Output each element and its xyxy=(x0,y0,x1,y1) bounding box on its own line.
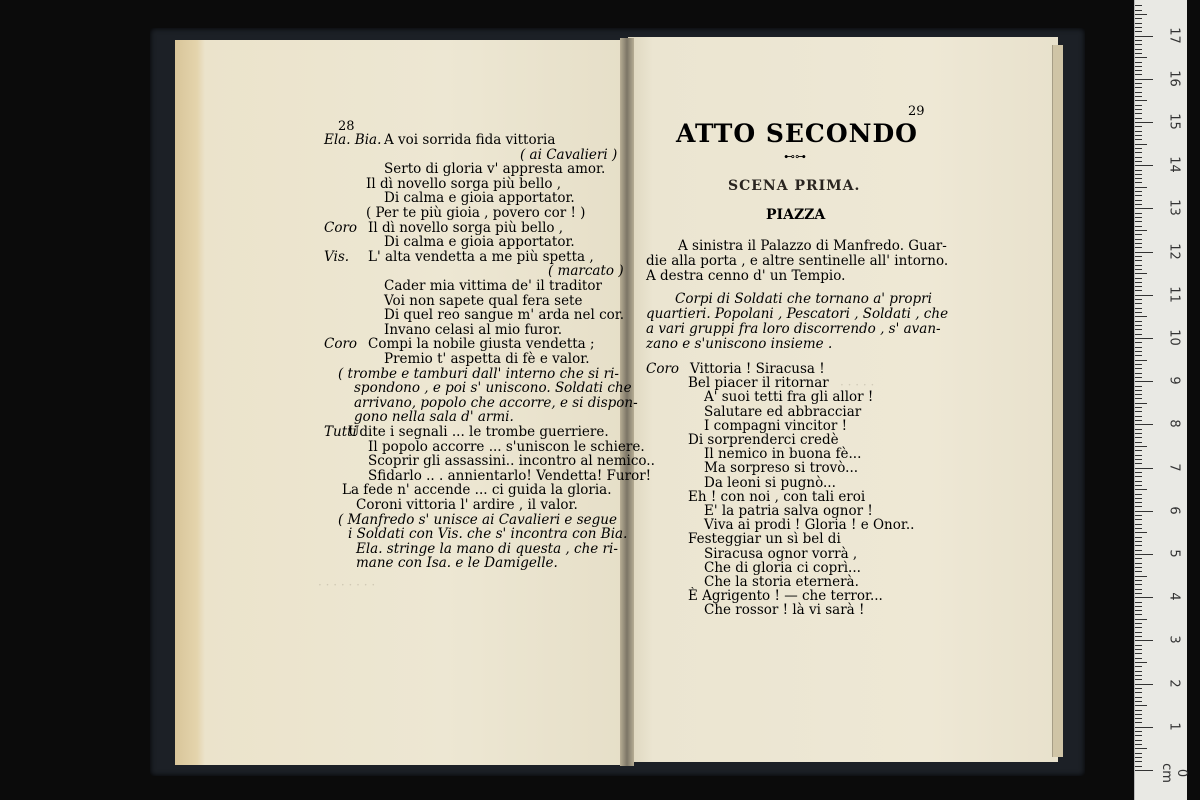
ruler-number: 8 xyxy=(1166,419,1182,429)
stage-direction-line: zano e s'uniscono insieme . xyxy=(646,336,833,352)
stage-direction-line: Corpi di Soldati che tornano a' propri xyxy=(675,291,932,307)
ruler-tick xyxy=(1135,290,1142,291)
ruler-tick xyxy=(1135,757,1142,758)
ruler-number: 14 xyxy=(1166,156,1182,173)
verse-line: Scoprir gli assassini.. incontro al nemico.. xyxy=(368,453,655,470)
ruler-tick xyxy=(1135,770,1153,771)
verse-line: ( trombe e tamburi dall' interno che si ri- xyxy=(338,365,619,382)
ruler-tick xyxy=(1135,122,1153,123)
ruler-tick xyxy=(1135,455,1142,456)
ruler-tick xyxy=(1135,83,1142,84)
ruler-tick xyxy=(1135,524,1142,525)
ruler-tick xyxy=(1135,701,1142,702)
ruler-tick xyxy=(1135,610,1142,611)
ruler-tick xyxy=(1135,420,1142,421)
ruler-unit-label: 0 cm xyxy=(1159,763,1189,783)
ruler-tick xyxy=(1135,394,1142,395)
ruler-tick xyxy=(1135,476,1142,477)
ruler-number xyxy=(1167,0,1182,3)
verse-line: Cader mia vittima de' il traditor xyxy=(384,278,602,294)
ruler-tick xyxy=(1135,62,1142,63)
scene-heading: SCENA PRIMA. xyxy=(728,178,861,194)
ruler-tick xyxy=(1135,740,1142,741)
ruler-tick xyxy=(1135,213,1142,214)
verse-line: ( marcato ) xyxy=(548,263,624,280)
verse-line: Serto di gloria v' appresta amor. xyxy=(384,161,606,178)
ruler-tick xyxy=(1135,165,1153,166)
ruler-tick xyxy=(1135,161,1142,162)
ruler-tick xyxy=(1135,27,1142,28)
ruler-tick xyxy=(1135,407,1142,408)
ruler-tick xyxy=(1135,589,1142,590)
stage-direction-line: A sinistra il Palazzo di Manfredo. Guar- xyxy=(678,238,947,254)
ruler-tick xyxy=(1135,636,1142,637)
ruler-tick xyxy=(1135,416,1142,417)
stage-direction-line: a vari gruppi fra loro discorrendo , s' avan- xyxy=(646,321,941,337)
ruler-number: 7 xyxy=(1166,462,1182,472)
ruler-tick xyxy=(1135,316,1147,317)
verse-line: Udite i segnali ... le trombe guerriere. xyxy=(348,424,609,440)
verse-line: i Soldati con Vis. che s' incontra con Bia. xyxy=(348,526,628,543)
ruler-tick xyxy=(1135,234,1142,235)
ruler-tick xyxy=(1135,96,1142,97)
ruler-tick xyxy=(1135,653,1142,654)
ruler-number: 3 xyxy=(1166,635,1182,645)
ruler-tick xyxy=(1135,550,1142,551)
ruler-tick xyxy=(1135,373,1142,374)
verse-line: mane con Isa. e le Damigelle. xyxy=(356,555,558,572)
ruler-tick xyxy=(1135,217,1142,218)
ruler-tick xyxy=(1135,131,1142,132)
ruler-tick xyxy=(1135,148,1142,149)
ruler-tick xyxy=(1135,671,1142,672)
ruler-tick xyxy=(1135,126,1142,127)
verse-line: Di sorprenderci credè xyxy=(688,432,839,448)
ruler-tick xyxy=(1135,766,1142,767)
ruler-number: 17 xyxy=(1166,26,1182,44)
ruler-tick xyxy=(1135,567,1142,568)
ruler-tick xyxy=(1135,489,1147,490)
ruler-tick xyxy=(1135,645,1142,646)
verse-line: Eh ! con noi , con tali eroi xyxy=(688,488,866,505)
ruler-tick xyxy=(1135,468,1153,469)
ruler-tick xyxy=(1135,377,1142,378)
verse-line: ( Manfredo s' unisce ai Cavalieri e segue xyxy=(338,511,617,528)
ruler-tick xyxy=(1135,14,1147,15)
verse-line: Bel piacer il ritornar xyxy=(688,375,829,392)
ruler-tick xyxy=(1135,195,1142,196)
ruler-tick xyxy=(1135,753,1142,754)
ruler-tick xyxy=(1135,584,1142,585)
ruler-tick xyxy=(1135,226,1142,227)
ruler-tick xyxy=(1135,87,1142,88)
ruler-number: 15 xyxy=(1166,113,1182,130)
place-heading: PIAZZA xyxy=(766,207,826,223)
ruler-tick xyxy=(1135,528,1142,529)
ruler-tick xyxy=(1135,312,1142,313)
ruler-tick xyxy=(1135,109,1142,110)
ruler-tick xyxy=(1135,748,1147,749)
ruler-tick xyxy=(1135,135,1142,136)
verse-line: Che la storia eternerà. xyxy=(704,574,859,590)
verse-line: Il popolo accorre ... s'uniscon le schiere. xyxy=(368,438,645,455)
ruler-tick xyxy=(1135,640,1153,641)
ruler-tick xyxy=(1135,602,1142,603)
ruler-tick xyxy=(1135,485,1142,486)
ruler-tick xyxy=(1135,221,1142,222)
ruler-tick xyxy=(1135,40,1142,41)
ruler-tick xyxy=(1135,541,1142,542)
ruler-tick xyxy=(1135,265,1142,266)
ruler-tick xyxy=(1135,334,1142,335)
ruler-tick xyxy=(1135,714,1142,715)
ruler-number: 6 xyxy=(1166,506,1182,515)
ruler-tick xyxy=(1135,463,1142,464)
ruler-tick xyxy=(1135,105,1142,106)
ruler-tick xyxy=(1135,100,1147,101)
page-number-right: 29 xyxy=(908,104,925,119)
stage-direction-line: die alla porta , e altre sentinelle all' intorno. xyxy=(646,253,949,269)
verse-line: Il nemico in buona fè... xyxy=(704,446,862,463)
ruler-tick xyxy=(1135,230,1147,231)
verse-line: Il dì novello sorga più bello , xyxy=(368,219,564,236)
ruler-tick xyxy=(1135,36,1153,37)
ruler-tick xyxy=(1135,256,1142,257)
ruler-tick xyxy=(1135,619,1147,620)
ruler-tick xyxy=(1135,675,1142,676)
ruler-tick xyxy=(1135,545,1142,546)
ruler-tick xyxy=(1135,571,1142,572)
ruler-tick xyxy=(1135,360,1147,361)
ruler-number: 10 xyxy=(1166,329,1182,346)
ruler-tick xyxy=(1135,632,1142,633)
ruler-tick xyxy=(1135,200,1142,201)
verse-line: ( ai Cavalieri ) xyxy=(520,146,618,163)
ruler-tick xyxy=(1135,481,1142,482)
ruler-tick xyxy=(1135,273,1147,274)
ruler-tick xyxy=(1135,139,1142,140)
ruler-tick xyxy=(1135,442,1142,443)
ruler-tick xyxy=(1135,170,1142,171)
ruler-tick xyxy=(1135,329,1142,330)
ruler-tick xyxy=(1135,705,1147,706)
verse-line: gono nella sala d' armi. xyxy=(354,409,514,426)
verse-line: Invano celasi al mio furor. xyxy=(384,321,562,338)
verse-line: Ma sorpreso si trovò... xyxy=(704,460,859,477)
verse-line: ( Per te più gioia , povero cor ! ) xyxy=(366,205,586,221)
ruler-tick xyxy=(1135,735,1142,736)
verse-line: Compi la nobile giusta vendetta ; xyxy=(368,336,595,353)
ruler-tick xyxy=(1135,144,1147,145)
ruler-tick xyxy=(1135,18,1142,19)
ruler-tick xyxy=(1135,355,1142,356)
measuring-ruler xyxy=(1134,0,1187,800)
ruler-tick xyxy=(1135,381,1153,382)
ruler-tick xyxy=(1135,282,1142,283)
speaker-label: Coro xyxy=(324,219,358,236)
ruler-tick xyxy=(1135,157,1142,158)
ruler-tick xyxy=(1135,368,1142,369)
verse-line: Premio t' aspetta di fè e valor. xyxy=(384,351,590,367)
speaker-label: Coro xyxy=(324,336,358,353)
speaker-label: Tutti xyxy=(324,424,357,440)
verse-line: Di quel reo sangue m' arda nel cor. xyxy=(384,307,625,324)
ruler-tick xyxy=(1135,459,1142,460)
ruler-tick xyxy=(1135,187,1147,188)
ruler-tick xyxy=(1135,398,1142,399)
ruler-tick xyxy=(1135,191,1142,192)
ruler-tick xyxy=(1135,44,1142,45)
ruler-number: 9 xyxy=(1166,376,1182,385)
ruler-tick xyxy=(1135,688,1142,689)
ruler-tick xyxy=(1135,722,1142,723)
ruler-tick xyxy=(1135,182,1142,183)
ruler-tick xyxy=(1135,260,1142,261)
ruler-tick xyxy=(1135,761,1142,762)
verse-line: Da leoni si pugnò... xyxy=(704,474,836,491)
ruler-tick xyxy=(1135,269,1142,270)
ruler-tick xyxy=(1135,446,1147,447)
verse-line: Festeggiar un sì bel di xyxy=(688,531,841,548)
verse-line: Coroni vittoria l' ardire , il valor. xyxy=(356,497,578,513)
ruler-tick xyxy=(1135,424,1153,425)
speaker-label: Vis. xyxy=(324,248,350,265)
ruler-tick xyxy=(1135,472,1142,473)
ruler-tick xyxy=(1135,204,1142,205)
ruler-tick xyxy=(1135,338,1153,339)
show-through-text: · · · · · xyxy=(840,378,875,392)
ruler-tick xyxy=(1135,5,1142,6)
ruler-tick xyxy=(1135,576,1147,577)
ruler-tick xyxy=(1135,174,1142,175)
ruler-tick xyxy=(1135,494,1142,495)
ruler-tick xyxy=(1135,364,1142,365)
ruler-number: 13 xyxy=(1166,199,1182,217)
ruler-tick xyxy=(1135,325,1142,326)
ruler-tick xyxy=(1135,403,1147,404)
ruler-tick xyxy=(1135,386,1142,387)
ruler-tick xyxy=(1135,23,1142,24)
ruler-number: 5 xyxy=(1166,549,1182,558)
page-edge xyxy=(1052,45,1063,757)
ruler-tick xyxy=(1135,70,1142,71)
verse-line: Viva ai prodi ! Gloria ! e Onor.. xyxy=(704,517,915,534)
ruler-tick xyxy=(1135,515,1142,516)
ruler-tick xyxy=(1135,243,1142,244)
ruler-tick xyxy=(1135,627,1142,628)
ornament: ⊷⊶ xyxy=(784,150,806,163)
verse-line: arrivano, popolo che accorre, e si dispon- xyxy=(354,394,638,411)
ruler-tick xyxy=(1135,563,1142,564)
ruler-tick xyxy=(1135,92,1142,93)
ruler-tick xyxy=(1135,731,1142,732)
ruler-number: 16 xyxy=(1166,70,1182,87)
verse-line: La fede n' accende ... ci guida la gloria. xyxy=(342,482,612,499)
ruler-tick xyxy=(1135,208,1153,209)
verse-line: Voi non sapete qual fera sete xyxy=(384,292,583,309)
ruler-tick xyxy=(1135,411,1142,412)
ruler-tick xyxy=(1135,299,1142,300)
ruler-number: 12 xyxy=(1166,242,1182,260)
ruler-tick xyxy=(1135,593,1142,594)
ruler-tick xyxy=(1135,286,1142,287)
ruler-tick xyxy=(1135,342,1142,343)
ruler-tick xyxy=(1135,597,1153,598)
ruler-tick xyxy=(1135,118,1142,119)
page-number-left: 28 xyxy=(338,119,355,134)
speaker-label: Ela. Bia. xyxy=(324,132,382,148)
ruler-tick xyxy=(1135,623,1142,624)
ruler-tick xyxy=(1135,437,1142,438)
ruler-tick xyxy=(1135,252,1153,253)
verse-line: Che rossor ! là vi sarà ! xyxy=(704,602,865,619)
ruler-tick xyxy=(1135,450,1142,451)
ruler-tick xyxy=(1135,79,1153,80)
ruler-tick xyxy=(1135,532,1147,533)
ruler-tick xyxy=(1135,718,1142,719)
ruler-tick xyxy=(1135,433,1142,434)
ruler-tick xyxy=(1135,113,1142,114)
verse-line: Salutare ed abbracciar xyxy=(704,403,862,420)
ruler-tick xyxy=(1135,278,1142,279)
ruler-tick xyxy=(1135,178,1142,179)
verse-line: Il dì novello sorga più bello , xyxy=(366,175,562,192)
ruler-tick xyxy=(1135,666,1142,667)
ruler-tick xyxy=(1135,351,1142,352)
ruler-tick xyxy=(1135,649,1142,650)
verse-line: A' suoi tetti fra gli allor ! xyxy=(704,389,874,406)
ruler-tick xyxy=(1135,303,1142,304)
ruler-tick xyxy=(1135,710,1142,711)
ruler-tick xyxy=(1135,511,1153,512)
ruler-tick xyxy=(1135,506,1142,507)
ruler-tick xyxy=(1135,390,1142,391)
ruler-number: 4 xyxy=(1166,592,1182,601)
ruler-tick xyxy=(1135,662,1147,663)
ruler-tick xyxy=(1135,57,1147,58)
ruler-tick xyxy=(1135,692,1142,693)
ruler-tick xyxy=(1135,321,1142,322)
ruler-tick xyxy=(1135,679,1142,680)
verse-line: Di calma e gioia apportator. xyxy=(384,190,575,207)
verse-line: Siracusa ognor vorrà , xyxy=(704,545,858,562)
ruler-tick xyxy=(1135,537,1142,538)
ruler-tick xyxy=(1135,727,1153,728)
ruler-tick xyxy=(1135,554,1153,555)
verse-line: È Agrigento ! — che terror... xyxy=(688,588,883,605)
ruler-tick xyxy=(1135,558,1142,559)
ruler-tick xyxy=(1135,74,1142,75)
ruler-tick xyxy=(1135,429,1142,430)
ruler-tick xyxy=(1135,247,1142,248)
ruler-tick xyxy=(1135,502,1142,503)
verse-line: Che di gloria ci coprì... xyxy=(704,559,861,576)
verse-line: Di calma e gioia apportator. xyxy=(384,234,575,251)
ruler-tick xyxy=(1135,53,1142,54)
ruler-tick xyxy=(1135,239,1142,240)
ruler-tick xyxy=(1135,152,1142,153)
verse-line: Sfidarlo .. . annientarlo! Vendetta! Furor! xyxy=(368,467,652,484)
act-title: ATTO SECONDO xyxy=(676,119,918,148)
ruler-tick xyxy=(1135,744,1142,745)
ruler-tick xyxy=(1135,10,1142,11)
ruler-number: 11 xyxy=(1166,286,1182,303)
ruler-number: 1 xyxy=(1166,722,1182,731)
ruler-tick xyxy=(1135,658,1142,659)
speaker-coro: Coro xyxy=(646,361,680,377)
ruler-tick xyxy=(1135,498,1142,499)
ruler-tick xyxy=(1135,347,1142,348)
verse-line: Ela. stringe la mano di questa , che ri- xyxy=(356,540,618,557)
ruler-tick xyxy=(1135,31,1142,32)
ruler-tick xyxy=(1135,66,1142,67)
ruler-tick xyxy=(1135,580,1142,581)
verse-line: A voi sorrida fida vittoria xyxy=(384,132,556,148)
ruler-number: 2 xyxy=(1166,678,1182,688)
ruler-tick xyxy=(1135,295,1153,296)
ruler-tick xyxy=(1135,614,1142,615)
ruler-tick xyxy=(1135,519,1142,520)
stage-direction-line: A destra cenno d' un Tempio. xyxy=(646,268,846,284)
verse-line: Vittoria ! Siracusa ! xyxy=(690,361,825,377)
verse-line: I compagni vincitor ! xyxy=(704,417,847,434)
verse-line: L' alta vendetta a me più spetta , xyxy=(368,248,594,265)
verse-line: E' la patria salva ognor ! xyxy=(704,503,873,519)
ruler-tick xyxy=(1135,684,1153,685)
stage-direction-line: quartieri. Popolani , Pescatori , Soldati , che xyxy=(646,306,949,322)
ruler-tick xyxy=(1135,606,1142,607)
ruler-tick xyxy=(1135,697,1142,698)
show-through-text: · · · · · · · · xyxy=(318,578,376,592)
verse-line: spondono , e poi s' uniscono. Soldati che xyxy=(354,380,632,397)
ruler-tick xyxy=(1135,49,1142,50)
ruler-tick xyxy=(1135,308,1142,309)
